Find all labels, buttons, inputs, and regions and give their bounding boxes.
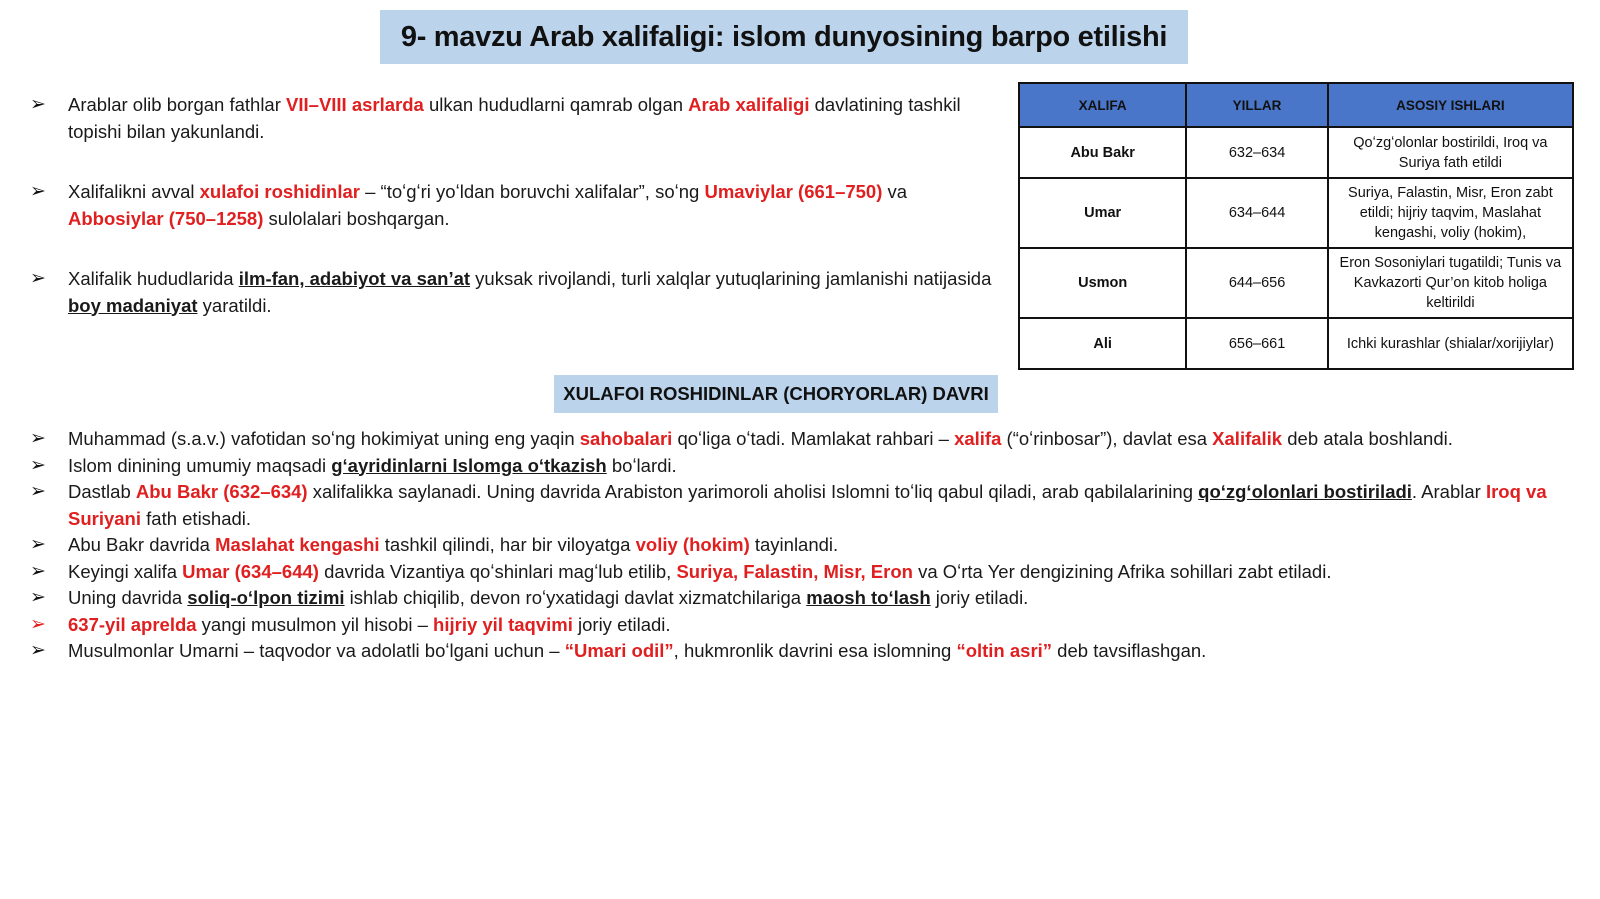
underlined-term: gʻayridinlarni Islomga oʻtkazish (331, 454, 607, 476)
bullet-item (30, 638, 1560, 665)
table-row (1019, 248, 1573, 318)
bullet-text: yuksak rivojlandi, turli xalqlar yutuqlarining jamlanishi natijasida (470, 268, 992, 289)
bullet-item (30, 453, 1560, 480)
table-header-row (1019, 83, 1573, 127)
bullet-text: va Oʻrta Yer dengizining Afrika sohillari zabt etiladi. (912, 560, 1332, 582)
bullet-item (30, 179, 1005, 232)
highlight-text: voliy (hokim) (635, 534, 750, 555)
bullet-text: Musulmonlar Umarni – taqvodor va adolatli boʻlgani uchun – (68, 640, 565, 661)
bullet-text: tayinlandi. (749, 534, 839, 555)
table-row (1019, 127, 1573, 178)
caliph-works: Eron Sosoniylari tugatildi; Tunis va Kavkazorti Qur’on kitob holiga keltirildi (1328, 248, 1573, 318)
header-xalifa: XALIFA (1019, 83, 1186, 127)
caliph-name: Umar (1019, 178, 1186, 248)
bullet-text: yaratildi. (197, 294, 272, 316)
arrow-bullet-icon: ➢ (30, 534, 46, 555)
caliph-works: Suriya, Falastin, Misr, Eron zabt etildi; hijriy taqvim, Maslahat kengashi, voliy (hokim), (1328, 178, 1573, 248)
bullet-text: Xalifalikni avval (68, 181, 200, 202)
bullet-text: ulkan hududlarni qamrab olgan (423, 94, 689, 115)
highlight-text: Iroq va Suriyani (68, 481, 1547, 529)
bullet-item (30, 479, 1560, 532)
table-row (1019, 318, 1573, 369)
bullet-text: joriy etiladi. (572, 613, 671, 635)
highlight-text: Xalifalik (1212, 428, 1283, 449)
arrow-bullet-icon: ➢ (30, 268, 46, 289)
caliph-works: Qoʻzgʻolonlar bostirildi, Iroq va Suriya fath etildi (1328, 127, 1573, 178)
caliph-name: Usmon (1019, 248, 1186, 318)
highlight-text: Abu Bakr (632–634) (135, 481, 308, 502)
arrow-bullet-icon: ➢ (30, 181, 46, 202)
intro-bullet-list (30, 92, 1005, 353)
caliph-name: Ali (1019, 318, 1186, 369)
arrow-bullet-icon: ➢ (30, 587, 46, 608)
highlight-text: xulafoi roshidinlar (199, 181, 360, 202)
header-asosiy-ishlari: ASOSIY ISHLARI (1328, 83, 1573, 127)
caliph-works: Ichki kurashlar (shialar/xorijiylar) (1328, 318, 1573, 369)
bullet-text: ishlab chiqilib, devon roʻyxatidagi davlat xizmatchilariga (344, 587, 807, 608)
detail-bullet-list (30, 426, 1560, 665)
arrow-bullet-icon: ➢ (30, 560, 46, 582)
bullet-item (30, 426, 1560, 453)
bullet-item (30, 266, 1005, 319)
caliphs-table (1018, 82, 1574, 370)
bullet-text: Islom dinining umumiy maqsadi (68, 454, 332, 476)
slide-title: 9- mavzu Arab xalifaligi: islom dunyosining barpo etilishi (380, 10, 1188, 64)
highlight-text: Arab xalifaligi (688, 94, 810, 115)
section-heading: XULAFOI ROSHIDINLAR (CHORYORLAR) DAVRI (554, 375, 998, 413)
caliph-name: Abu Bakr (1019, 127, 1186, 178)
bullet-text: Muhammad (s.a.v.) vafotidan soʻng hokimiyat uning eng yaqin (68, 428, 580, 449)
highlight-text: sahobalari (579, 428, 673, 449)
highlight-text: Maslahat kengashi (215, 534, 380, 555)
bullet-text: sulolalari boshqargan. (263, 207, 450, 229)
caliph-years: 656–661 (1186, 318, 1327, 369)
highlight-text: VII–VIII asrlarda (286, 94, 424, 115)
bullet-text: Keyingi xalifa (68, 560, 183, 582)
bullet-text: Xalifalik hududlarida (68, 268, 239, 289)
bullet-text: tashkil qilindi, har bir viloyatga (379, 534, 636, 555)
caliph-years: 632–634 (1186, 127, 1327, 178)
bullet-text: , hukmronlik davrini esa islomning (673, 640, 957, 661)
bullet-item (30, 559, 1560, 586)
bullet-text: xalifalikka saylanadi. Uning davrida Arabiston yarimoroli aholisi Islomni toʻliq qabul qiladi, arab qabilalarining (307, 481, 1199, 502)
highlight-text: hijriy yil taqvimi (433, 613, 573, 635)
arrow-bullet-icon: ➢ (30, 640, 46, 661)
arrow-bullet-icon: ➢ (30, 454, 46, 476)
bullet-text: yangi musulmon yil hisobi – (196, 613, 434, 635)
bullet-text: joriy etiladi. (930, 587, 1029, 608)
underlined-term: ilm-fan, adabiyot va san’at (238, 268, 471, 289)
bullet-text: deb tavsiflashgan. (1052, 640, 1207, 661)
bullet-text: qoʻliga oʻtadi. Mamlakat rahbari – (672, 428, 955, 449)
highlight-text: Umar (634–644) (182, 560, 319, 582)
bullet-text: davlatining tashkil topishi bilan yakunlandi. (68, 94, 961, 142)
bullet-text: fath etishadi. (141, 507, 252, 529)
bullet-text: Dastlab (68, 481, 136, 502)
bullet-item (30, 532, 1560, 559)
underlined-term: boy madaniyat (68, 294, 198, 316)
highlight-text: “Umari odil” (564, 640, 674, 661)
highlight-text: Abbosiylar (750–1258) (68, 207, 264, 229)
bullet-text: . Arablar (1411, 481, 1486, 502)
bullet-text: boʻlardi. (606, 454, 677, 476)
underlined-term: maosh toʻlash (806, 587, 931, 608)
arrow-bullet-icon: ➢ (30, 428, 46, 449)
caliph-years: 634–644 (1186, 178, 1327, 248)
highlight-text: 637-yil aprelda (68, 613, 197, 635)
bullet-text: – “toʻgʻri yoʻldan boruvchi xalifalar”, soʻng (359, 181, 705, 202)
arrow-bullet-icon: ➢ (30, 94, 46, 115)
table-row (1019, 178, 1573, 248)
highlight-text: “oltin asri” (956, 640, 1053, 661)
bullet-text: va (882, 181, 908, 202)
underlined-term: qoʻzgʻolonlari bostiriladi (1198, 481, 1412, 502)
highlight-text: xalifa (954, 428, 1002, 449)
bullet-text: Arablar olib borgan fathlar (68, 94, 287, 115)
highlight-text: Umaviylar (661–750) (704, 181, 883, 202)
arrow-bullet-icon: ➢ (30, 481, 46, 502)
underlined-term: soliq-oʻlpon tizimi (187, 587, 345, 608)
bullet-item (30, 92, 1005, 145)
bullet-item (30, 612, 1560, 639)
arrow-bullet-icon: ➢ (30, 613, 46, 635)
caliph-years: 644–656 (1186, 248, 1327, 318)
bullet-item (30, 585, 1560, 612)
bullet-text: Abu Bakr davrida (68, 534, 216, 555)
highlight-text: Suriya, Falastin, Misr, Eron (676, 560, 913, 582)
bullet-text: (“oʻrinbosar”), davlat esa (1001, 428, 1213, 449)
header-yillar: YILLAR (1186, 83, 1327, 127)
bullet-text: Uning davrida (68, 587, 188, 608)
bullet-text: davrida Vizantiya qoʻshinlari magʻlub etilib, (318, 560, 677, 582)
bullet-text: deb atala boshlandi. (1282, 428, 1453, 449)
